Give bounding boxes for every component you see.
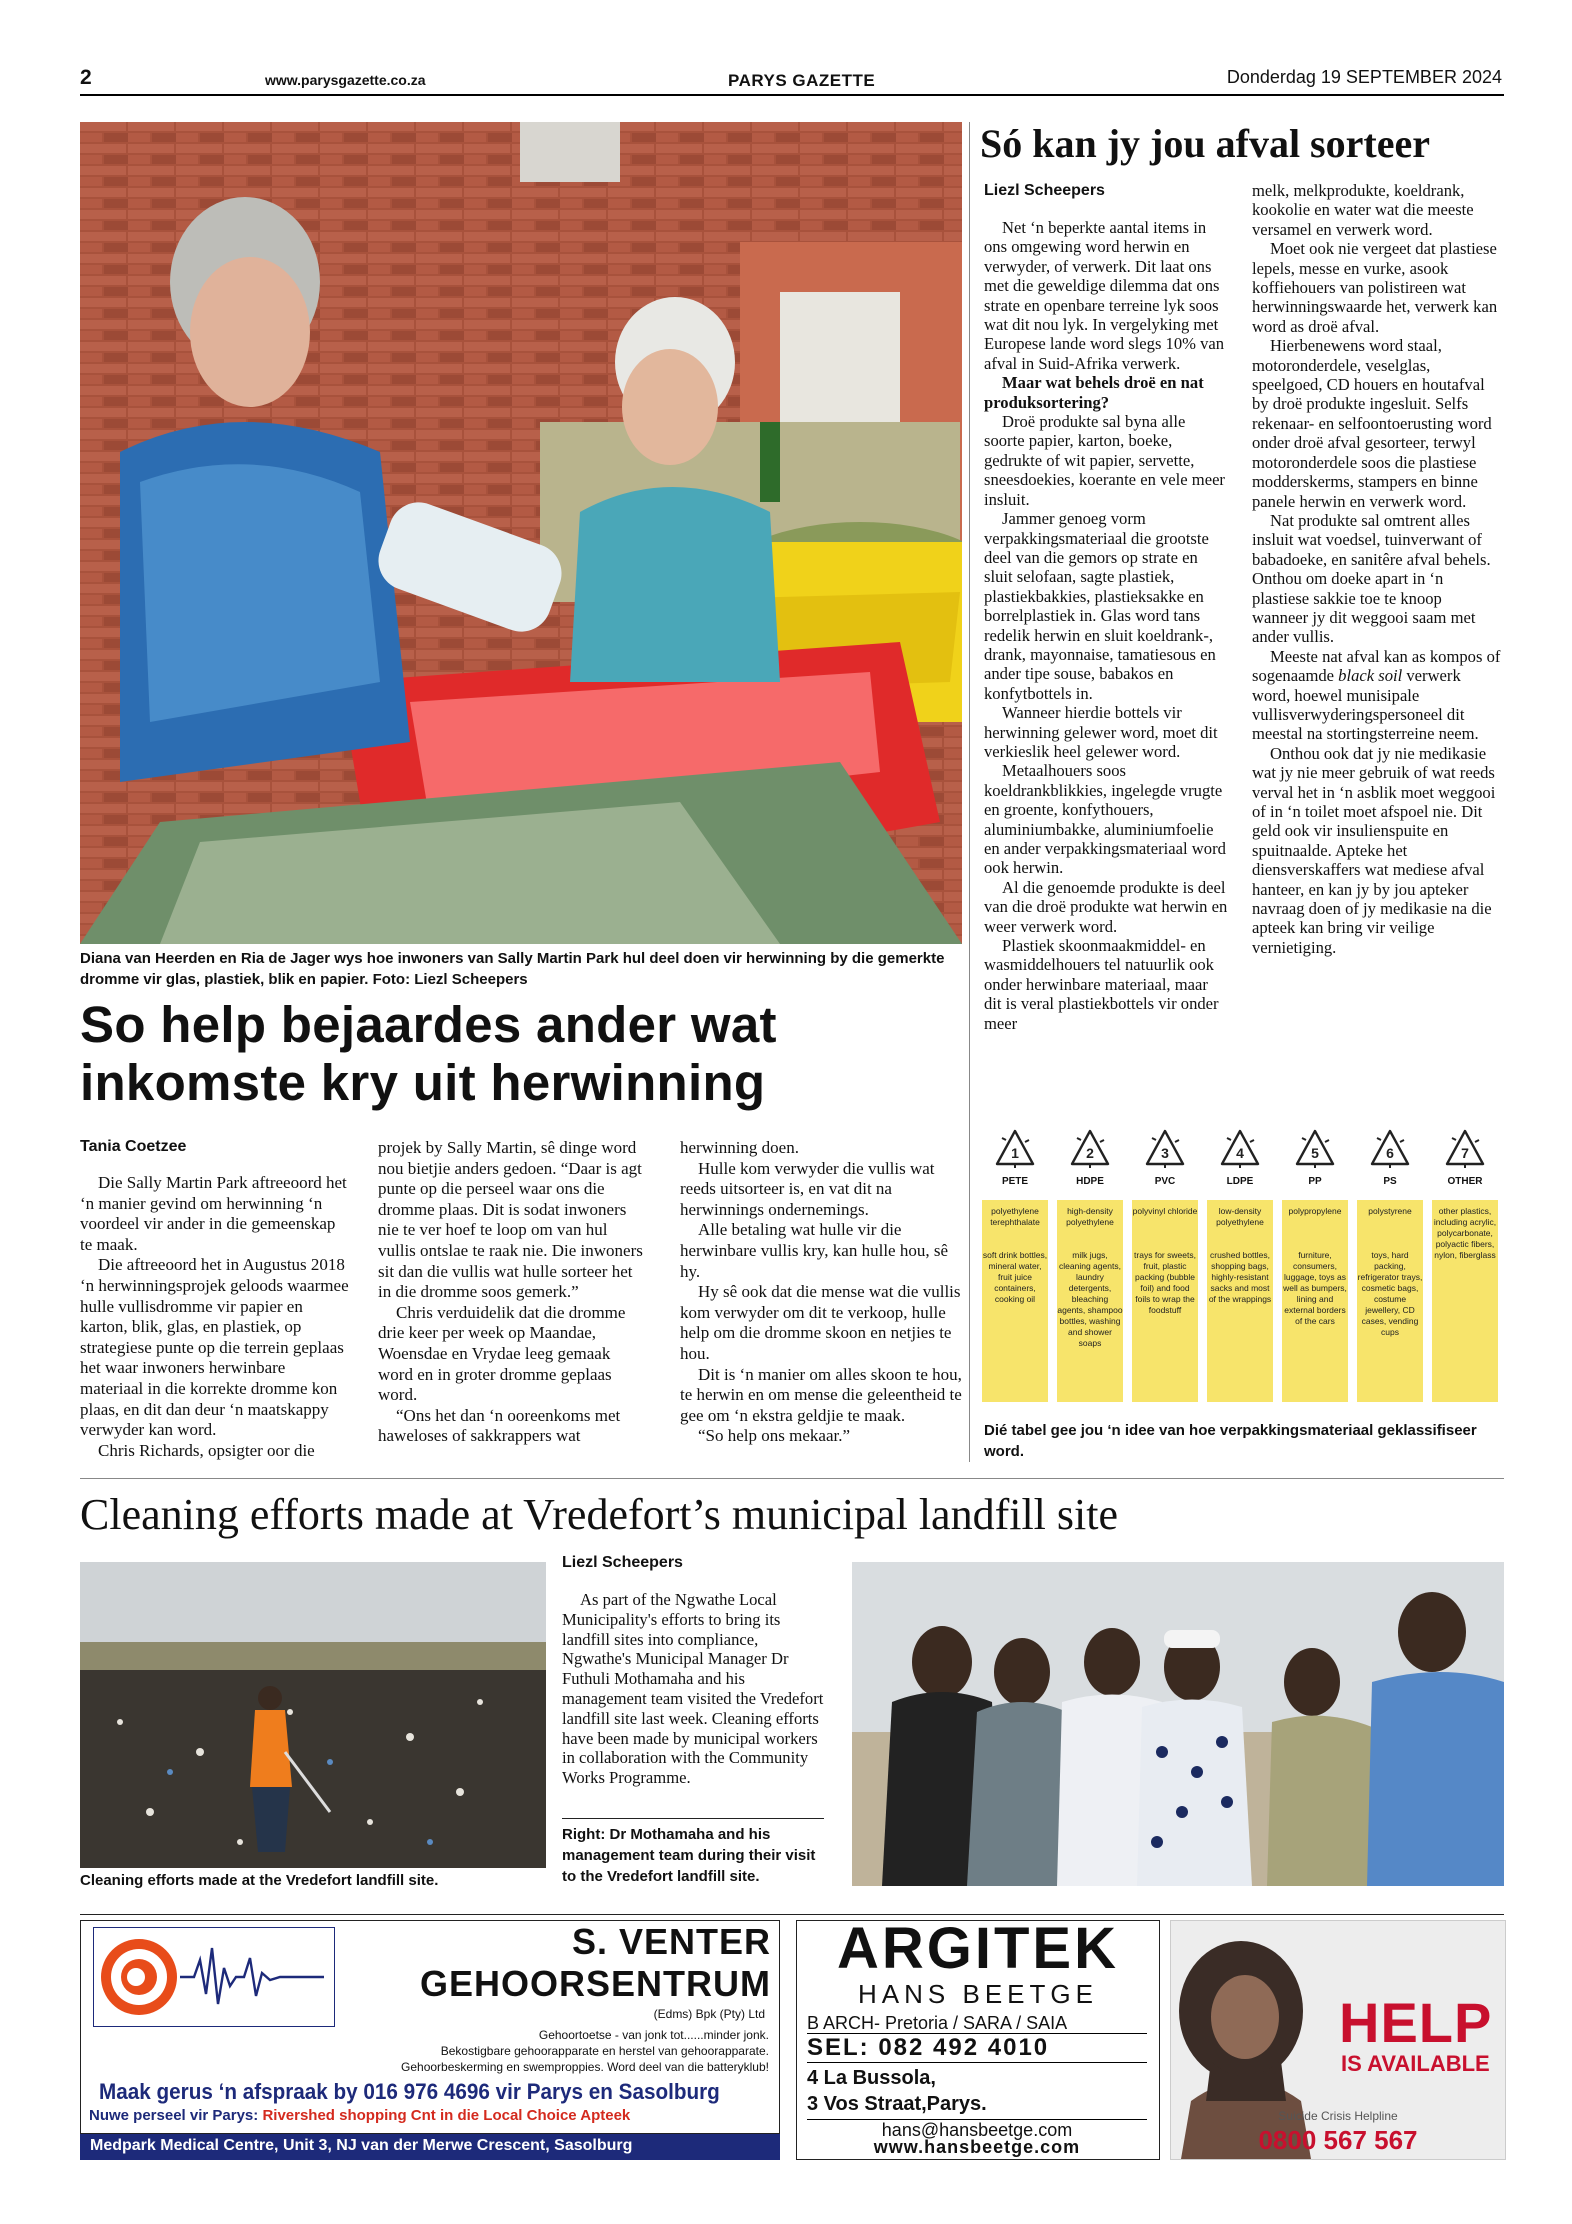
argitek-name: HANS BEETGE (858, 1979, 1098, 2009)
argitek-address-1: 4 La Bussola, (807, 2067, 936, 2089)
story1-col2 (378, 1138, 648, 1447)
resin-uses: milk jugs, cleaning agents, laundry detergents, bleaching agents, shampoo bottles, washing and shower soaps (1057, 1250, 1123, 1348)
resin-code: PETE (1001, 1176, 1029, 1187)
recycle-symbol-icon (1294, 1128, 1336, 1170)
resin-code-number: 6 (1386, 1145, 1394, 1161)
byline: Liezl Scheepers (562, 1554, 683, 1571)
headline-bejaardes (80, 996, 962, 1112)
resin-name: high-density polyethylene (1066, 1206, 1114, 1227)
paragraph: Dit is ‘n manier om alles skoon te hou, te herwin en om mense die geleentheid te gee om ‘n ekstra geldjie te maak. (680, 1364, 962, 1425)
plastic-type-column (1205, 1128, 1275, 1402)
venter-services (209, 2027, 769, 2075)
help-title: HELP (1339, 1991, 1493, 2054)
landfill-cleanup-photo (80, 1562, 546, 1868)
photo-caption: Diana van Heerden en Ria de Jager wys hoe inwoners van Sally Martin Park hul deel doen vir herwinning by die gemerkte dromme vir glas, plastiek, blik en papier. Foto: Liezl Scheepers (80, 950, 945, 988)
argitek-quals: B ARCH- Pretoria / SARA / SAIA (807, 2013, 1068, 2033)
resin-info-box (1432, 1200, 1498, 1402)
resin-name: low-density polyethylene (1216, 1206, 1264, 1227)
service-line: Gehoortoetse - van jonk tot......minder jonk. (538, 2028, 769, 2042)
resin-info-box (1357, 1200, 1423, 1402)
plastic-type-column (1280, 1128, 1350, 1402)
paragraph: Chris verduidelik dat die dromme drie keer per week op Maandae, Woensdae en Vrydae leeg gemaak word en in groter dromme geplaas word. (378, 1302, 626, 1405)
recycle-symbol-icon (1069, 1128, 1111, 1170)
table-caption: Dié tabel gee jou ‘n idee van hoe verpakkingsmateriaal geklassifiseer word. (984, 1422, 1477, 1460)
ad-argitek[interactable] (796, 1916, 1160, 2160)
paragraph: melk, melkprodukte, koeldrank, kookolie en water wat die meeste versamel en verwerk word. (1252, 181, 1474, 239)
subheading: Maar wat behels droë en nat produksortering? (984, 373, 1204, 412)
paragraph: Hierbenewens word staal, motoronderdele, veselglas, speelgoed, CD houers en houtafval by droë produkte ingesluit. Selfs rekenaar- en selfoontoerusting word onder droë afval gesorteer, terwyl motoronderdele soos die plastiese modderskerms, stampers en binne panele herwin en verwerk word. (1252, 336, 1492, 511)
resin-name: polypropylene (1288, 1206, 1342, 1216)
story2-col2 (1252, 181, 1502, 957)
new-location-value: Rivershed shopping Cnt in die Local Choice Apteek (262, 2107, 631, 2124)
venter-new-location (89, 2107, 630, 2124)
resin-code: HDPE (1076, 1176, 1104, 1187)
argitek-phone[interactable]: SEL: 082 492 4010 (807, 2033, 1147, 2063)
paragraph: projek by Sally Martin, sê dinge word nou bietjie anders gedoen. “Daar is agt punte op die perseel waar ons die dromme plaas. Dit is sodat inwoners nie te ver hoef te loop om van hul vullis ontslae te raak nie. Die inwoners sit dan die vullis wat hulle sorteer het in die dromme soos gemerk.” (378, 1138, 643, 1302)
resin-info-box (1057, 1200, 1123, 1402)
story1-col1 (80, 1173, 350, 1461)
recycle-symbol-icon (1444, 1128, 1486, 1170)
resin-info-box (1207, 1200, 1273, 1402)
photo-caption: Right: Dr Mothamaha and his management team during their visit to the Vredefort landfill site. (562, 1826, 816, 1885)
recycling-photo-illustration (80, 122, 962, 944)
help-line: Suicide Crisis Helpline (1278, 2109, 1398, 2123)
venter-footer-bar (80, 2134, 780, 2160)
new-location-label: Nuwe perseel vir Parys: (89, 2107, 259, 2124)
byline: Liezl Scheepers (984, 182, 1105, 199)
headline-vredefort: Cleaning efforts made at Vredefort’s municipal landfill site (80, 1490, 1118, 1539)
paragraph: “So help ons mekaar.” (698, 1426, 851, 1446)
resin-code: PVC (1154, 1176, 1176, 1187)
headline-sorteer: Só kan jy jou afval sorteer (980, 121, 1430, 166)
resin-uses: soft drink bottles, mineral water, fruit juice containers, cooking oil (982, 1250, 1048, 1304)
argitek-email[interactable]: hans@hansbeetge.com (807, 2119, 1147, 2140)
issue-date: Donderdag 19 SEPTEMBER 2024 (1226, 67, 1502, 87)
resin-code: LDPE (1226, 1176, 1254, 1187)
story2-col1 (984, 218, 1228, 1033)
resin-code: PS (1383, 1176, 1397, 1187)
photo-caption: Cleaning efforts made at the Vredefort landfill site. (80, 1872, 439, 1889)
recycle-symbol-icon (994, 1128, 1036, 1170)
masthead: PARYS GAZETTE (728, 71, 876, 90)
resin-info-box (1282, 1200, 1348, 1402)
ad-suicide-helpline[interactable] (1170, 1920, 1506, 2160)
resin-uses: furniture, consumers, luggage, toys as well as bumpers, lining and external borders of the cars (1283, 1250, 1347, 1326)
resin-code-number: 1 (1011, 1145, 1019, 1161)
management-team-photo (852, 1562, 1504, 1886)
venter-reg: (Edms) Bpk (Pty) Ltd (653, 2007, 765, 2021)
recycle-symbol-icon (1219, 1128, 1261, 1170)
paragraph: Net ‘n beperkte aantal items in ons omgewing word herwin en verwyder, of verwerk. Dit laat ons met die geweldige dilemma dat ons strate en openbare terreine lyk soos wat dit nou lyk. In vergelyking met Europese lande word slegs 10% van afval in Suid-Afrika verwerk. (984, 218, 1225, 373)
paragraph: Nat produkte sal omtrent alles insluit wat voedsel, tuinverwant of babadoeke, en sanitêre afval behels. Onthou om doeke apart in ‘n plastiese sakkie toe te knoop wanneer jy dit weggooi saam met ander vullis. (1252, 510, 1491, 647)
resin-code: OTHER (1447, 1176, 1483, 1187)
story3-body (562, 1590, 824, 1788)
page-header (80, 64, 1504, 96)
argitek-title: ARGITEK (837, 1916, 1119, 1981)
resin-name: polyethylene terephthalate (990, 1206, 1040, 1227)
resin-name: polystyrene (1368, 1206, 1412, 1216)
resin-code-number: 2 (1086, 1145, 1094, 1161)
headline-line: inkomste kry uit herwinning (80, 1054, 766, 1111)
paragraph: Hulle kom verwyder die vullis wat reeds uitsorteer is, en vat dit na herwinnings ondernemings. (680, 1158, 935, 1219)
caption-rule (562, 1818, 824, 1819)
paragraph: Al die genoemde produkte is deel van die droë produkte wat herwin en weer verwerk word. (984, 877, 1228, 936)
hearing-wave-icon (94, 1928, 334, 2026)
resin-info-box (982, 1200, 1048, 1402)
resin-uses: toys, hard packing, refrigerator trays, cosmetic bags, costume jewellery, CD cases, vending cups (1357, 1250, 1423, 1337)
paragraph: Chris Richards, opsigter oor die (98, 1440, 315, 1460)
story1-col3 (680, 1138, 962, 1447)
paragraph: Meeste nat afval kan as kompos of sogenaamde black soil verwerk word, hoewel munisipale vullisverwyderingspersoneel dit meestal na stortingsterreine neem. (1252, 646, 1501, 744)
paragraph: Plastiek skoonmaakmiddel- en wasmiddelhouers tel natuurlik ook onder herwinbare materiaal, maar dit is veral plastiekbottels vir onder meer (984, 936, 1219, 1033)
plastic-type-column (1055, 1128, 1125, 1402)
venter-subtitle: GEHOORSENTRUM (419, 1963, 771, 2004)
paragraph: Die Sally Martin Park aftreeoord het ‘n manier gevind om herwinning ‘n voordeel vir ander in die gemeenskap te maak. (80, 1173, 347, 1254)
venter-logo-box (93, 1927, 335, 2027)
paragraph: Hy sê ook dat die mense wat die vullis kom verwyder om dit te verkoop, hulle help om die dromme skoon en netjies te hou. (680, 1282, 961, 1363)
paragraph: Alle betaling wat hulle vir die herwinbare vullis kry, kan hulle hou, sê hy. (680, 1220, 948, 1281)
paragraph: Moet ook nie vergeet dat plastiese lepels, messe en vurke, asook koffiehouers van polistireen wat herwinningswaarde het, verwerk kan word as droë afval. (1252, 239, 1498, 336)
plastics-classification-table (980, 1128, 1502, 1402)
paragraph: As part of the Ngwathe Local Municipality's efforts to bring its landfill sites into compliance, Ngwathe's Municipal Manager Dr Futhuli Mothamaha and his management team visited the Vredefort landfill site last week. Cleaning efforts have been made by municipal workers in collaboration with the Community Works Programme. (562, 1590, 824, 1788)
paragraph: herwinning doen. (680, 1138, 799, 1157)
section-divider (80, 1478, 1504, 1479)
plastic-type-column (1430, 1128, 1500, 1402)
page-number: 2 (80, 66, 92, 89)
argitek-website[interactable]: www.hansbeetge.com (873, 2137, 1081, 2157)
resin-name: other plastics, including acrylic, polycarbonate, polyactic fibers, nylon, fiberglass (1433, 1206, 1497, 1260)
paragraph: Droë produkte sal byna alle soorte papier, karton, boeke, gedrukte of wit papier, servette, sneesdoekies, koerante en vele meer insluit. (984, 412, 1225, 509)
resin-info-box (1132, 1200, 1198, 1402)
resin-name: polyvinyl chloride (1132, 1206, 1198, 1216)
paragraph: Wanneer hierdie bottels vir herwinning gelewer word, moet dit verkieslik heel gelewer word. (984, 703, 1218, 761)
resin-uses: trays for sweets, fruit, plastic packing (bubble foil) and food foils to wrap the foodstuff (1134, 1250, 1196, 1315)
paragraph: Die aftreeoord het in Augustus 2018 ‘n herwinningsprojek geloods waarmee hulle vullisdromme vir papier en karton, blik, glas, en plastiek, op strategiese punte op die terrein geplaas het waar inwoners herwinbare materiaal in die korrekte dromme kon plaas, en dit dan deur ‘n maatskappy verwyder kan word. (80, 1255, 349, 1440)
recycling-bins-photo (80, 122, 962, 944)
plastic-type-column (1355, 1128, 1425, 1402)
plastic-type-column (1130, 1128, 1200, 1402)
resin-code: PP (1308, 1176, 1322, 1187)
venter-address: Medpark Medical Centre, Unit 3, NJ van der Merwe Crescent, Sasolburg (90, 2137, 633, 2154)
venter-title: S. VENTER (571, 1921, 771, 1962)
recycle-symbol-icon (1369, 1128, 1411, 1170)
resin-uses: crushed bottles, shopping bags, highly-resistant sacks and most of the wrappings (1208, 1250, 1272, 1304)
site-url[interactable]: www.parysgazette.co.za (265, 72, 426, 88)
argitek-address-2: 3 Vos Straat,Parys. (807, 2093, 987, 2115)
byline: Tania Coetzee (80, 1138, 187, 1155)
headline-line: So help bejaardes ander wat (80, 996, 777, 1053)
service-line: Bekostigbare gehoorapparate en herstel van gehoorapparate. (440, 2044, 769, 2058)
help-subtitle: IS AVAILABLE (1341, 2051, 1490, 2076)
resin-code-number: 7 (1461, 1145, 1469, 1161)
paragraph: Onthou ook dat jy nie medikasie wat jy nie meer gebruik of wat reeds verval het in ‘n asblik moet weggooi of in ‘n toilet moet afspoel nie. Dit geld ook vir insulienspuite en spuitnaalde. Apteke het diensverskaffers wat mediese afval hanteer, en kan jy by jou apteker navraag doen of jy medikasie na die apteek kan bring vir veilige vernietiging. (1252, 743, 1496, 957)
ad-venter-gehoorsentrum[interactable] (80, 1920, 780, 2134)
resin-code-number: 3 (1161, 1145, 1169, 1161)
help-phone[interactable]: 0800 567 567 (1258, 2125, 1418, 2155)
paragraph: Jammer genoeg vorm verpakkingsmateriaal die grootste deel van die gemors op strate en sluit selofaan, sagte plastiek, plastiekbakkies, plastieksakke en borrelplastiek in. Glas word tans redelik herwin en sluit koeldrank-, drank, mayonnaise, tamatiesous en ander tipe souse, babakos en konfytbottels in. (984, 509, 1216, 703)
team-photo-illustration (852, 1562, 1504, 1886)
service-line: Gehoorbeskerming en swemproppies. Word deel van die batteryklub! (401, 2060, 769, 2074)
paragraph: “Ons het dan ‘n ooreenkoms met haweloses of sakkrappers wat (378, 1405, 621, 1446)
landfill-photo-illustration (80, 1562, 546, 1868)
resin-code-number: 4 (1236, 1145, 1244, 1161)
column-divider (969, 122, 970, 1462)
plastic-type-column (980, 1128, 1050, 1402)
paragraph: Metaalhouers soos koeldrankblikkies, ingelegde vrugte en groente, konfythouers, aluminiumbakke, aluminiumfoelie en ander verpakkingsmateriaal word ook herwin. (984, 761, 1226, 878)
recycle-symbol-icon (1144, 1128, 1186, 1170)
ads-divider (80, 1914, 1504, 1915)
venter-cta[interactable]: Maak gerus ‘n afspraak by 016 976 4696 vir Parys en Sasolburg (99, 2079, 720, 2104)
resin-code-number: 5 (1311, 1145, 1319, 1161)
